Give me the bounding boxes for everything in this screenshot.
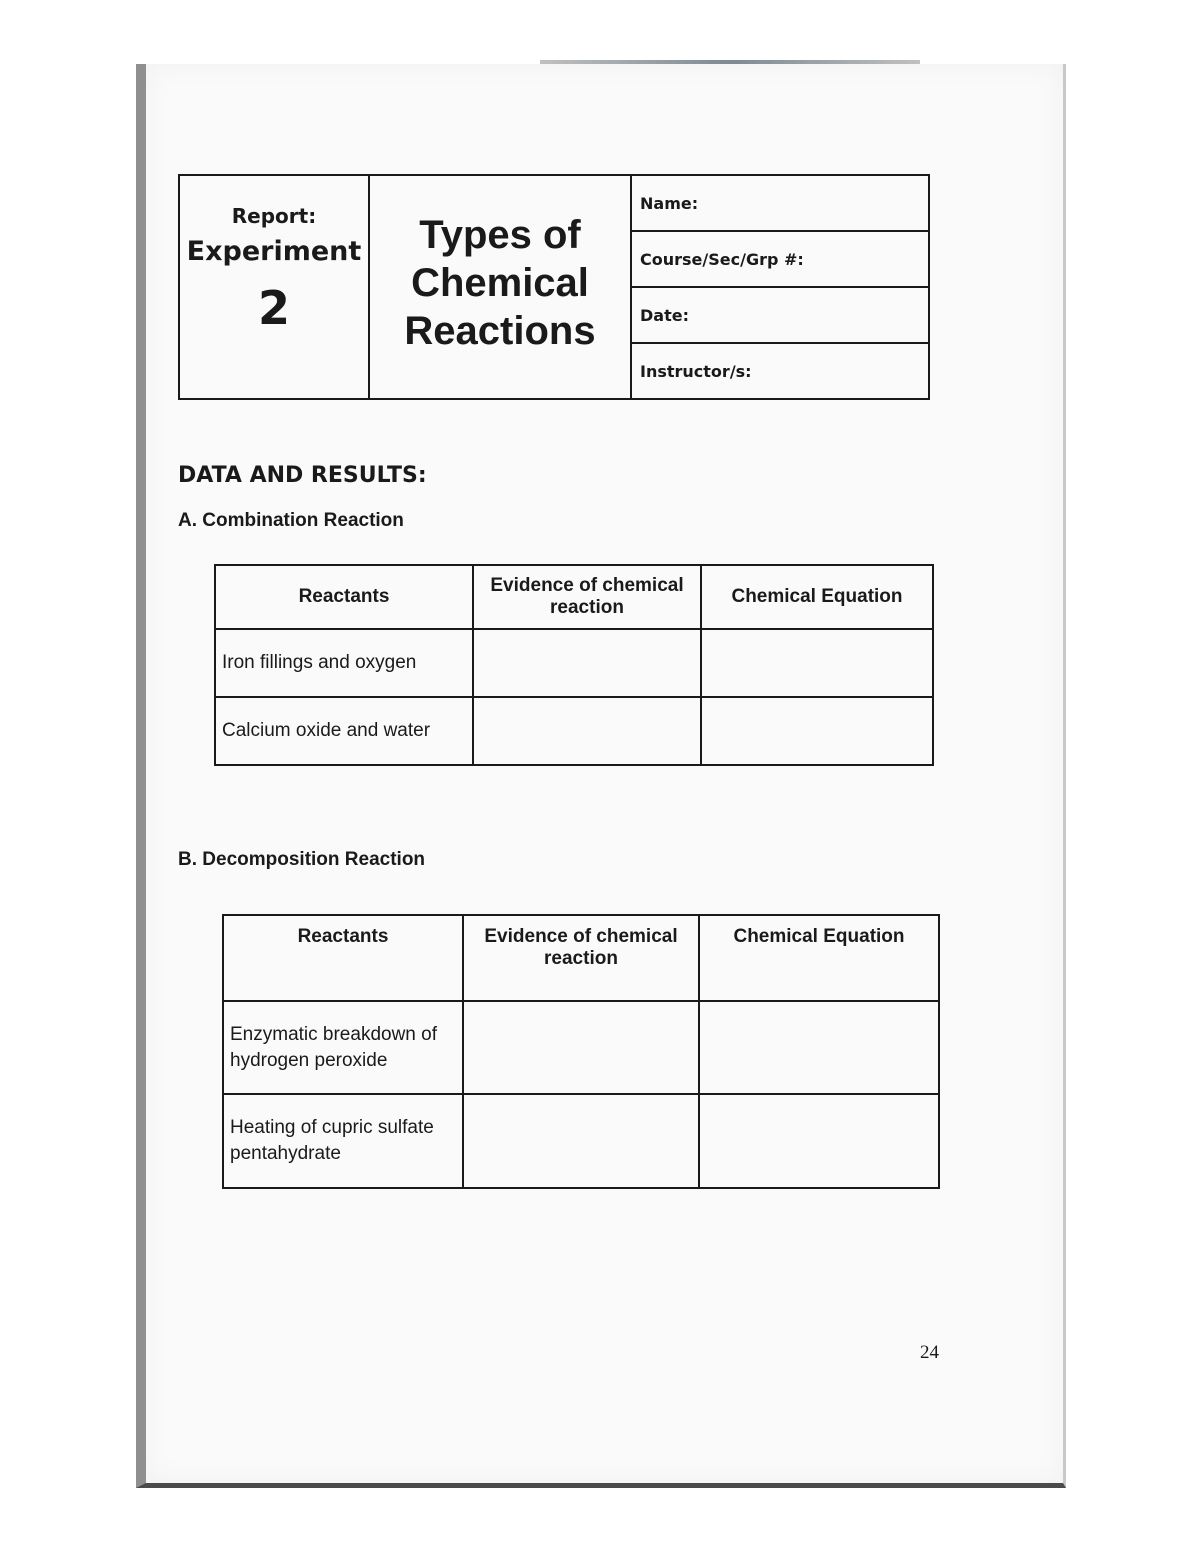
date-field[interactable]: Date: bbox=[640, 305, 689, 325]
equation-cell[interactable] bbox=[699, 1094, 939, 1188]
table-row bbox=[215, 697, 933, 765]
column-header-evidence: Evidence of chemical reaction bbox=[473, 565, 701, 629]
reactant-cell: Enzymatic breakdown of hydrogen peroxide bbox=[223, 1001, 463, 1094]
reactant-cell: Heating of cupric sulfate pentahydrate bbox=[223, 1094, 463, 1188]
course-sec-grp-field[interactable]: Course/Sec/Grp #: bbox=[632, 232, 928, 288]
column-header-equation: Chemical Equation bbox=[699, 915, 939, 1001]
table-row bbox=[223, 1094, 939, 1188]
equation-cell[interactable] bbox=[701, 629, 933, 697]
report-header bbox=[178, 174, 930, 400]
equation-cell[interactable] bbox=[699, 1001, 939, 1094]
column-header-evidence: Evidence of chemical reaction bbox=[463, 915, 699, 1001]
equation-cell[interactable] bbox=[701, 697, 933, 765]
page-edge-shadow bbox=[540, 60, 920, 64]
experiment-title-line: Reactions bbox=[404, 309, 596, 353]
evidence-cell[interactable] bbox=[473, 629, 701, 697]
column-header-equation: Chemical Equation bbox=[701, 565, 933, 629]
decomposition-reaction-table bbox=[222, 914, 940, 1189]
reactant-cell: Iron fillings and oxygen bbox=[215, 629, 473, 697]
data-and-results-heading: DATA AND RESULTS: bbox=[178, 463, 427, 488]
column-header-reactants: Reactants bbox=[215, 565, 473, 629]
combination-reaction-heading: A. Combination Reaction bbox=[178, 510, 404, 531]
reactant-cell: Calcium oxide and water bbox=[215, 697, 473, 765]
experiment-title-line: Types of bbox=[419, 213, 581, 257]
experiment-label: Experiment bbox=[186, 236, 362, 267]
report-label: Report: bbox=[231, 204, 317, 228]
experiment-number: 2 bbox=[257, 281, 290, 335]
table-row bbox=[215, 629, 933, 697]
evidence-cell[interactable] bbox=[463, 1001, 699, 1094]
instructor-field[interactable]: Instructor/s: bbox=[632, 342, 928, 398]
experiment-title-cell bbox=[370, 176, 632, 398]
name-field[interactable]: Name: bbox=[632, 176, 928, 232]
student-info-fields bbox=[632, 176, 928, 398]
table-header-row bbox=[223, 915, 939, 1001]
table-row bbox=[223, 1001, 939, 1094]
decomposition-reaction-heading: B. Decomposition Reaction bbox=[178, 849, 426, 870]
page-number: 24 bbox=[920, 1342, 939, 1363]
evidence-cell[interactable] bbox=[463, 1094, 699, 1188]
combination-reaction-table bbox=[214, 564, 934, 766]
evidence-cell[interactable] bbox=[473, 697, 701, 765]
table-header-row bbox=[215, 565, 933, 629]
experiment-title-line: Chemical bbox=[411, 261, 589, 305]
column-header-reactants: Reactants bbox=[223, 915, 463, 1001]
experiment-id-cell bbox=[180, 176, 370, 398]
